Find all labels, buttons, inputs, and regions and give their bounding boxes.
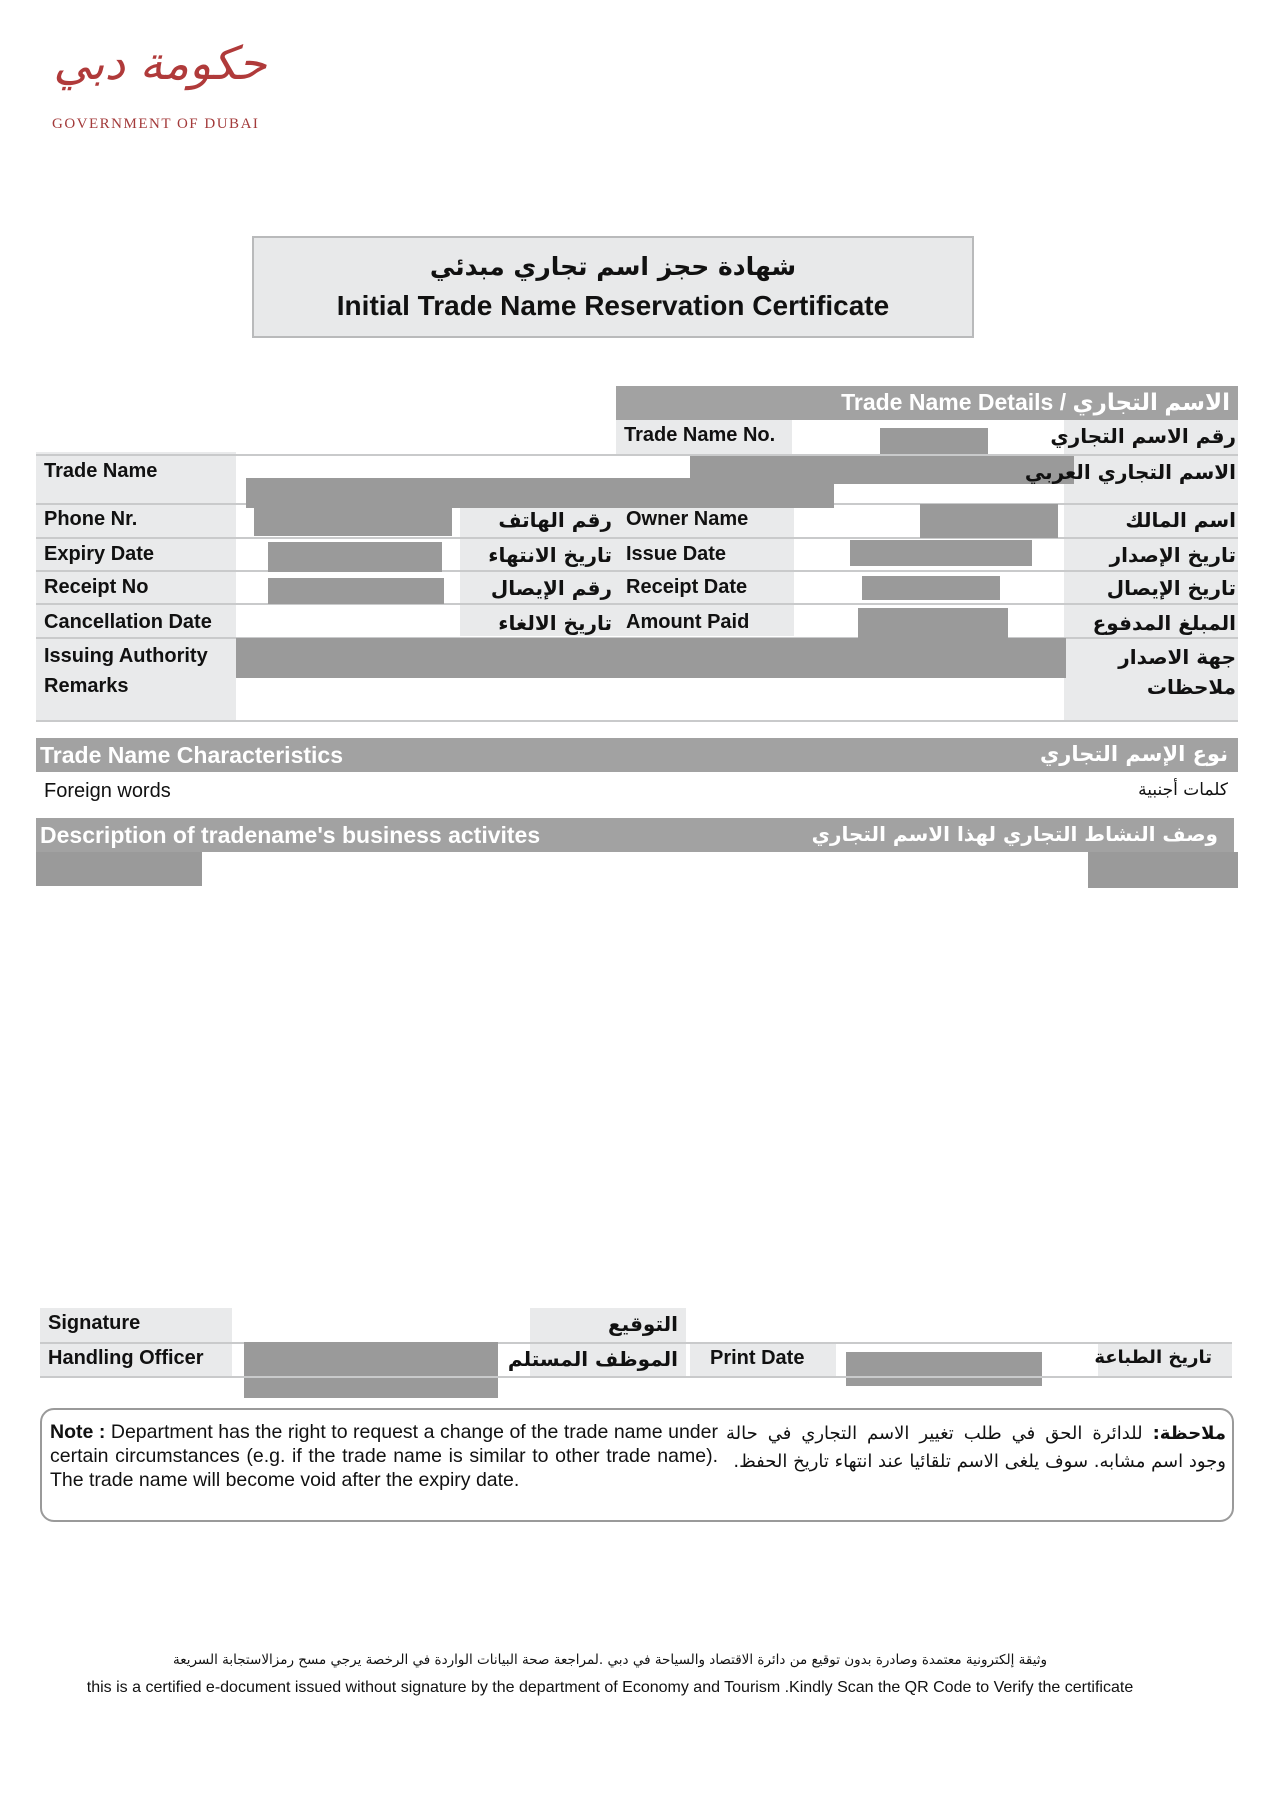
characteristics-header-text-ar: نوع الإسم التجاري (1040, 742, 1228, 766)
issue-date-value-redacted (850, 540, 1032, 566)
row-divider (40, 1376, 1232, 1378)
remarks-label: Remarks (44, 675, 129, 697)
trade-name-label: Trade Name (44, 460, 158, 482)
owner-name-label-ar: اسم المالك (1125, 508, 1236, 532)
activities-header (36, 818, 1234, 852)
note-english (50, 1420, 718, 1492)
handling-officer-value-redacted (244, 1342, 498, 1398)
issue-date-label: Issue Date (626, 543, 727, 565)
receipt-no-label: Receipt No (44, 576, 149, 598)
issuing-authority-value-redacted (236, 638, 1066, 678)
expiry-date-value-redacted (268, 542, 442, 572)
trade-name-details-header-text: Trade Name Details / الاسم التجاري (841, 389, 1230, 415)
note-label-ar: ملاحظة: (1152, 1423, 1226, 1444)
characteristics-header (36, 738, 1238, 772)
phone-label-ar: رقم الهاتف (498, 508, 612, 532)
trade-name-label-ar: الاسم التجاري العربي (1024, 460, 1236, 484)
owner-name-value-redacted (920, 504, 1058, 538)
title-english: Initial Trade Name Reservation Certificate (336, 290, 890, 321)
characteristics-value: Foreign words (44, 780, 171, 802)
note-text: Department has the right to request a change of the trade name under certain circumstances (e.g. if the trade name is similar to other trade name). The trade name will become void after the expiry date. (50, 1421, 718, 1491)
logo-english-text: GOVERNMENT OF DUBAI (52, 116, 260, 132)
handling-officer-label-ar: الموظف المستلم (507, 1347, 678, 1371)
activities-header-text-ar: وصف النشاط التجاري لهذا الاسم التجاري (811, 822, 1218, 846)
trade-name-no-label-ar: رقم الاسم التجاري (1050, 424, 1236, 448)
phone-value-redacted (254, 506, 452, 536)
trade-name-details-header (616, 386, 1238, 420)
trade-name-value-redacted (246, 478, 834, 508)
print-date-label: Print Date (710, 1347, 805, 1369)
issue-date-label-ar: تاريخ الإصدار (1109, 543, 1236, 567)
government-logo (40, 32, 280, 142)
owner-name-label: Owner Name (626, 508, 749, 530)
note-text-ar: للدائرة الحق في طلب تغيير الاسم التجاري في حالة وجود اسم مشابه. سوف يلغى الاسم تلقائيا عند انتهاء تاريخ الحفظ. (726, 1423, 1226, 1472)
amount-paid-label: Amount Paid (626, 611, 750, 633)
signature-label: Signature (48, 1312, 141, 1334)
row-divider (36, 603, 1238, 605)
activities-header-text: Description of tradename's business activites (40, 822, 541, 848)
activity-arabic-redacted (1088, 852, 1238, 888)
receipt-date-value-redacted (862, 576, 1000, 600)
phone-label: Phone Nr. (44, 508, 138, 530)
certificate-title-box (252, 236, 974, 338)
remarks-label-ar: ملاحظات (1146, 675, 1236, 699)
note-arabic (726, 1420, 1226, 1476)
logo-arabic-text: حكومة دبي (53, 36, 267, 90)
title-arabic: شهادة حجز اسم تجاري مبدئي (429, 252, 797, 281)
note-label: Note : (50, 1421, 106, 1443)
characteristics-value-ar: كلمات أجنبية (1138, 780, 1228, 800)
expiry-date-label: Expiry Date (44, 543, 155, 565)
receipt-no-value-redacted (268, 578, 444, 604)
issuing-authority-label-ar: جهة الاصدار (1118, 645, 1236, 669)
issuing-authority-label: Issuing Authority (44, 645, 208, 667)
cancellation-date-label: Cancellation Date (44, 611, 212, 633)
receipt-date-label: Receipt Date (626, 576, 748, 598)
footer-english: this is a certified e-document issued without signature by the department of Economy and Tourism .Kindly Scan the QR Code to Verify the certificate (86, 1679, 1134, 1696)
amount-paid-value-redacted (858, 608, 1008, 638)
cancellation-date-label-ar: تاريخ الالغاء (498, 611, 612, 635)
row-divider (36, 570, 1238, 572)
expiry-date-label-ar: تاريخ الانتهاء (488, 543, 612, 567)
handling-officer-label: Handling Officer (48, 1347, 204, 1369)
receipt-date-label-ar: تاريخ الإيصال (1106, 576, 1236, 600)
trade-name-no-label: Trade Name No. (624, 424, 776, 446)
row-divider (36, 720, 1238, 722)
amount-paid-label-ar: المبلغ المدفوع (1092, 611, 1236, 635)
note-box (40, 1408, 1234, 1522)
receipt-no-label-ar: رقم الإيصال (490, 576, 612, 600)
print-date-value-redacted (846, 1352, 1042, 1386)
activity-english-redacted (36, 852, 202, 886)
signature-label-ar: التوقيع (608, 1312, 678, 1336)
print-date-label-ar: تاريخ الطباعة (1094, 1347, 1212, 1368)
trade-name-no-value-redacted (880, 428, 988, 454)
footer-arabic: وثيقة إلكترونية معتمدة وصادرة بدون توقيع من دائرة الاقتصاد والسياحة في دبي .لمراجعة صحة البيانات الواردة في الرخصة يرجي مسح رمزالاستجابة السريعة (172, 1652, 1048, 1668)
characteristics-header-text: Trade Name Characteristics (40, 742, 343, 768)
